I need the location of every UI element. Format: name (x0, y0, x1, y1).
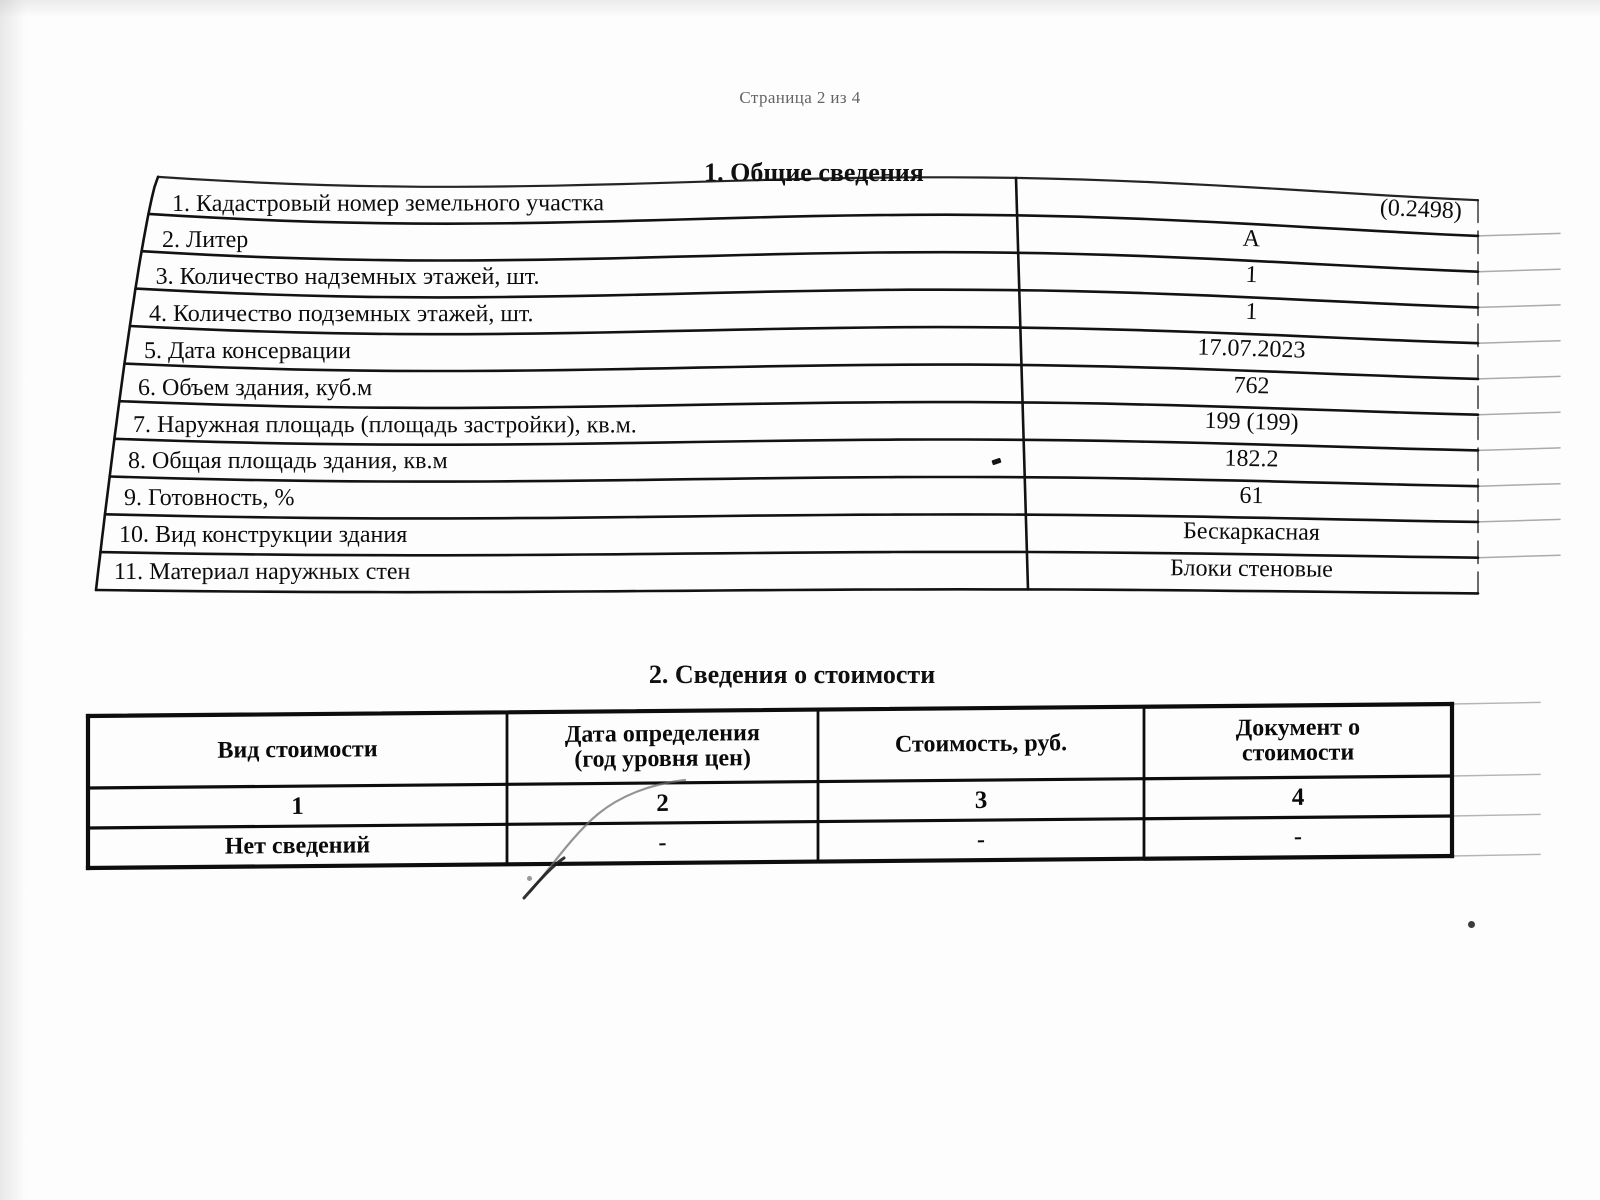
data-cell-empty-2 (507, 822, 818, 865)
table-row-label: 2. Литер (162, 227, 249, 254)
column-header-1-text: Вид стоимости (217, 735, 378, 764)
table-row-label: 8. Общая площадь здания, кв.м (128, 448, 449, 475)
table-row-label: 9. Готовность, % (123, 485, 295, 512)
data-cell-empty-3-text: - (976, 826, 986, 853)
table-row-value: 1 (1245, 262, 1258, 289)
column-header-2-text: Дата определения (564, 720, 761, 748)
column-header-4 (1144, 704, 1453, 779)
data-cell-empty-4 (1144, 816, 1452, 859)
column-header-2 (507, 710, 819, 785)
page-number-header: Страница 2 из 4 (739, 88, 861, 107)
table-row-value: 61 (1239, 482, 1264, 509)
table-row-label: 11. Материал наружных стен (114, 558, 411, 586)
table-row-label: 1. Кадастровый номер земельного участка (171, 189, 604, 217)
table-row-value: 17.07.2023 (1197, 334, 1306, 364)
table-row-label: 4. Количество подземных этажей, шт. (149, 301, 535, 328)
column-number-3 (818, 779, 1144, 822)
data-cell-cost-type (88, 824, 507, 868)
column-header-4-text-line2: стоимости (1241, 739, 1355, 767)
table-row-value: 199 (199) (1204, 408, 1299, 437)
table-row-label: 7. Наружная площадь (площадь застройки), кв.м. (133, 411, 638, 438)
column-header-1 (88, 712, 508, 788)
table-row-value: Блоки стеновые (1170, 555, 1333, 583)
cost-information-table (0, 700, 1600, 875)
table-row-value: А (1242, 225, 1261, 253)
column-number-1 (88, 784, 507, 828)
column-number-3-text: 3 (974, 786, 988, 814)
column-number-4-text: 4 (1291, 783, 1305, 811)
column-header-3-text: Стоимость, руб. (894, 729, 1068, 758)
data-cell-empty-4-text: - (1293, 823, 1303, 850)
table-row-value: 182.2 (1224, 445, 1279, 473)
section-2-title: 2. Сведения о стоимости (648, 660, 936, 689)
column-number-1-text: 1 (291, 792, 304, 820)
data-cell-cost-type-text: Нет сведений (224, 832, 371, 860)
column-header-4-text: Документ о (1235, 714, 1361, 742)
column-number-2-text: 2 (656, 789, 669, 817)
data-cell-empty-2-text: - (658, 829, 667, 856)
table-row-value: Бескаркасная (1182, 518, 1321, 547)
table-row-label: 6. Объем здания, куб.м (138, 374, 373, 401)
table-row-value: 1 (1245, 298, 1258, 326)
ink-speck-secondary-icon (527, 876, 532, 881)
section-1-title: 1. Общие сведения (704, 158, 924, 187)
column-header-3 (818, 707, 1145, 782)
column-number-2 (507, 782, 818, 825)
table-row-value: (0.2498) (1379, 194, 1463, 225)
table-row-label: 10. Вид конструкции здания (118, 522, 408, 549)
column-header-2-text-line2: (год уровня цен) (574, 745, 751, 773)
table-row-label: 5. Дата консервации (143, 337, 351, 365)
ink-speck-icon (1468, 921, 1475, 928)
data-cell-empty-3 (818, 819, 1144, 862)
column-number-4 (1144, 776, 1452, 819)
scan-edge-shadow-top (0, 0, 1600, 18)
table-row-value: 762 (1233, 372, 1270, 400)
general-information-table (0, 178, 1600, 608)
table-row-label: 3. Количество надземных этажей, шт. (155, 264, 540, 291)
